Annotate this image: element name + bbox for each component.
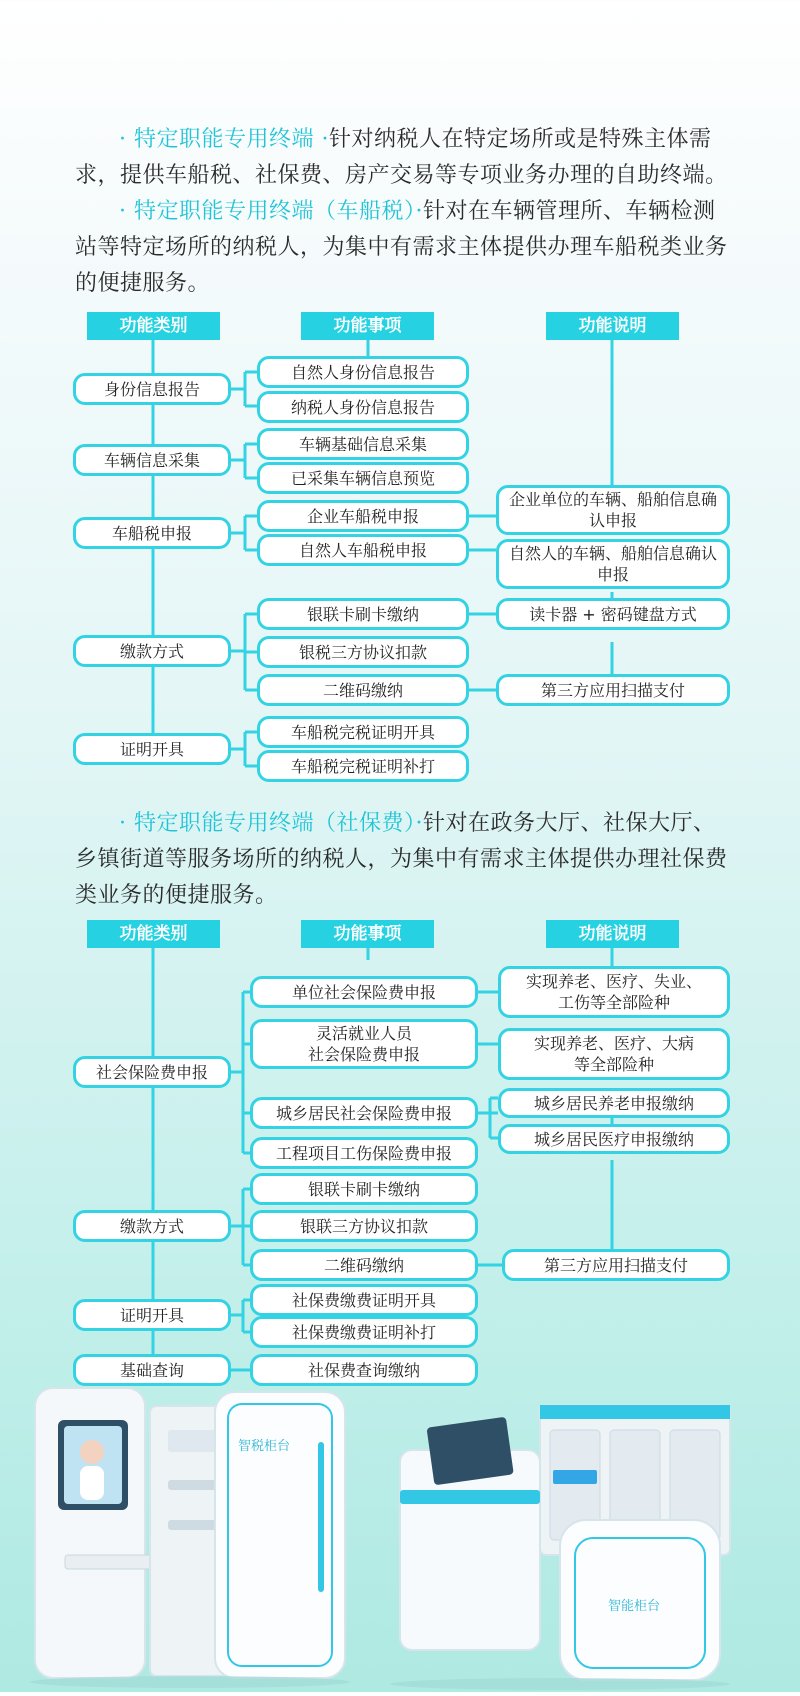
item-tax-certificate-issue: 车船税完税证明开具	[257, 716, 469, 748]
category-certificate: 证明开具	[73, 733, 231, 765]
item-payment-certificate-reprint: 社保费缴费证明补打	[250, 1316, 478, 1348]
item-unionpay-card-2: 银联卡刷卡缴纳	[250, 1173, 478, 1205]
intro-paragraph-3	[75, 806, 735, 914]
category-payment-method-2: 缴款方式	[73, 1210, 231, 1242]
desc-natural-person-confirm: 自然人的车辆、船舶信息确认申报	[496, 539, 730, 589]
category-vehicle-tax-filing: 车船税申报	[73, 517, 231, 549]
desc-all-insurances-1	[498, 966, 730, 1018]
item-flexible-employment-label: 灵活就业人员 社会保险费申报	[307, 1024, 420, 1064]
kiosk-label-left: 智税柜台	[238, 1439, 291, 1454]
desc-all-insurances-2	[498, 1028, 730, 1080]
item-taxpayer-identity: 纳税人身份信息报告	[257, 391, 469, 423]
desc-resident-medical: 城乡居民医疗申报缴纳	[498, 1124, 730, 1154]
left-kiosk-image	[30, 1388, 350, 1688]
desc-third-party-scan: 第三方应用扫描支付	[496, 674, 730, 706]
social-insurance-diagram	[0, 920, 800, 1390]
header-description-2: 功能说明	[546, 920, 679, 948]
header-item-2: 功能事项	[301, 920, 434, 948]
item-enterprise-vehicle-tax: 企业车船税申报	[257, 500, 469, 532]
item-payment-certificate-issue: 社保费缴费证明开具	[250, 1284, 478, 1316]
item-vehicle-basic-info: 车辆基础信息采集	[257, 428, 469, 460]
item-vehicle-info-preview: 已采集车辆信息预览	[257, 462, 469, 494]
item-qr-payment-2: 二维码缴纳	[250, 1249, 478, 1281]
right-kiosk-image	[390, 1405, 730, 1690]
kiosk-illustrations	[0, 1370, 800, 1692]
category-identity-report: 身份信息报告	[73, 373, 231, 405]
desc-all-insurances-1-label: 实现养老、医疗、失业、 工伤等全部险种	[525, 972, 702, 1012]
intro-highlight-1: · 特定职能专用终端 ·	[119, 127, 329, 152]
desc-resident-pension: 城乡居民养老申报缴纳	[498, 1088, 730, 1118]
intro-text-1: 针对纳税人在特定场所或是特殊主体需求，提供车船税、社保费、房产交易等专项业务办理的自助终端。	[75, 127, 728, 188]
item-query-payment: 社保费查询缴纳	[250, 1354, 478, 1386]
desc-all-insurances-2-label: 实现养老、医疗、大病 等全部险种	[533, 1034, 694, 1074]
intro-paragraph-2	[75, 194, 735, 302]
category-social-insurance-filing: 社会保险费申报	[73, 1056, 231, 1088]
intro-paragraph-1	[75, 122, 735, 194]
header-category: 功能类别	[87, 312, 220, 340]
item-tax-certificate-reprint: 车船税完税证明补打	[257, 750, 469, 782]
kiosk-images	[0, 1370, 800, 1692]
intro-highlight-3: · 特定职能专用终端（社保费）·	[119, 811, 423, 836]
desc-card-reader: 读卡器 + 密码键盘方式	[496, 598, 730, 630]
desc-enterprise-confirm: 企业单位的车辆、船舶信息确认申报	[496, 485, 730, 535]
header-description: 功能说明	[546, 312, 679, 340]
item-unionpay-card: 银联卡刷卡缴纳	[257, 598, 469, 630]
header-category-2: 功能类别	[87, 920, 220, 948]
intro-text-2: 针对在车辆管理所、车辆检测站等特定场所的纳税人，为集中有需求主体提供办理车船税类业务的便捷服务。	[75, 199, 728, 296]
item-flexible-employment	[250, 1019, 478, 1069]
item-tripartite-agreement: 银税三方协议扣款	[257, 636, 469, 668]
item-project-injury-insurance: 工程项目工伤保险费申报	[250, 1137, 478, 1169]
category-vehicle-collection: 车辆信息采集	[73, 444, 231, 476]
category-basic-query: 基础查询	[73, 1354, 231, 1386]
intro-text-3: 针对在政务大厅、社保大厅、乡镇街道等服务场所的纳税人，为集中有需求主体提供办理社保费类业务的便捷服务。	[75, 811, 728, 908]
category-certificate-2: 证明开具	[73, 1299, 231, 1331]
kiosk-label-right: 智能柜台	[608, 1599, 661, 1614]
vehicle-tax-diagram	[0, 312, 800, 782]
item-resident-social-insurance: 城乡居民社会保险费申报	[250, 1097, 478, 1129]
header-item: 功能事项	[301, 312, 434, 340]
item-tripartite-agreement-2: 银联三方协议扣款	[250, 1210, 478, 1242]
item-natural-person-identity: 自然人身份信息报告	[257, 356, 469, 388]
intro-highlight-2: · 特定职能专用终端（车船税）·	[119, 199, 423, 224]
item-unit-social-insurance: 单位社会保险费申报	[250, 976, 478, 1008]
category-payment-method: 缴款方式	[73, 635, 231, 667]
item-natural-person-vehicle-tax: 自然人车船税申报	[257, 534, 469, 566]
desc-third-party-scan-2: 第三方应用扫描支付	[502, 1249, 730, 1281]
item-qr-payment: 二维码缴纳	[257, 674, 469, 706]
